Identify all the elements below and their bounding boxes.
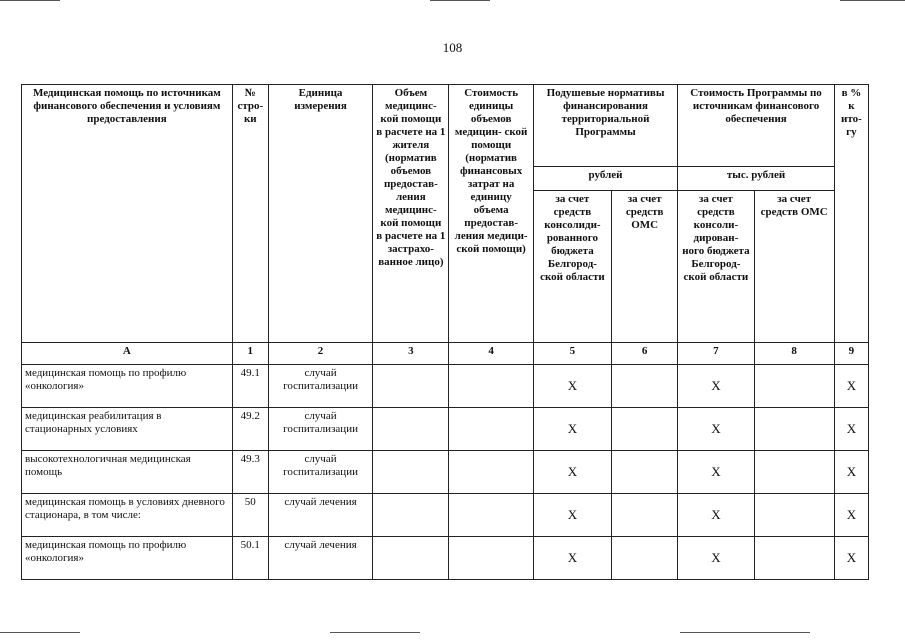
row-per-capita-oms-cell [612, 451, 678, 494]
top-edge-mark-center [430, 0, 490, 1]
row-per-capita-budget-cell: Х [533, 408, 611, 451]
row-per-capita-oms-cell [612, 365, 678, 408]
row-cost-budget-cell: Х [678, 494, 754, 537]
row-cost-oms-cell [754, 408, 834, 451]
row-name: высокотехнологичная медицинская помощь [22, 451, 233, 494]
row-percent-cell: Х [834, 537, 868, 580]
table-row [22, 494, 869, 537]
row-unit-cost-cell [449, 494, 533, 537]
row-cost-budget-cell: Х [678, 408, 754, 451]
table-row [22, 365, 869, 408]
row-name: медицинская помощь по профилю «онкология» [22, 365, 233, 408]
row-per-capita-budget-cell: Х [533, 494, 611, 537]
row-percent-cell: Х [834, 365, 868, 408]
row-name: медицинская помощь по профилю «онкология» [22, 537, 233, 580]
column-number-row [22, 343, 869, 365]
row-cost-budget-cell: Х [678, 365, 754, 408]
column-number: 9 [834, 343, 868, 365]
header-col-4: Стоимость единицы объемов медицин- ской помощи (норматив финансовых затрат на единицу объема предостав- ления медици- ской помощи) [449, 85, 533, 343]
table-row [22, 537, 869, 580]
header-col-a: Медицинская помощь по источникам финансового обеспечения и условиям предоставления [22, 85, 233, 343]
row-per-capita-budget-cell: Х [533, 451, 611, 494]
row-cost-budget-cell: Х [678, 451, 754, 494]
row-cost-budget-cell: Х [678, 537, 754, 580]
column-number: 3 [373, 343, 449, 365]
row-name: медицинская реабилитация в стационарных условиях [22, 408, 233, 451]
header-unit-rub: рублей [533, 167, 677, 191]
row-unit: случай лечения [268, 494, 372, 537]
row-cost-oms-cell [754, 451, 834, 494]
row-per-capita-budget-cell: Х [533, 537, 611, 580]
row-name: медицинская помощь в условиях дневного стационара, в том числе: [22, 494, 233, 537]
column-number: 7 [678, 343, 754, 365]
column-number: 2 [268, 343, 372, 365]
row-number: 49.2 [232, 408, 268, 451]
row-unit: случай госпитализации [268, 365, 372, 408]
header-col-3: Объем медицинс- кой помощи в расчете на 1 жителя (норматив объемов предостав- ления медицинс- кой помощи в расчете на 1 застрахо- ванное лицо) [373, 85, 449, 343]
row-percent-cell: Х [834, 451, 868, 494]
header-col-5: за счет средств консолиди- рованного бюджета Белгород- ской области [533, 191, 611, 343]
header-col-7: за счет средств консоли- дирован- ного бюджета Белгород- ской области [678, 191, 754, 343]
column-number: 1 [232, 343, 268, 365]
column-number: 5 [533, 343, 611, 365]
row-volume-cell [373, 408, 449, 451]
page-number: 108 [442, 40, 463, 55]
row-unit-cost-cell [449, 408, 533, 451]
row-number: 49.1 [232, 365, 268, 408]
row-percent-cell: Х [834, 494, 868, 537]
row-volume-cell [373, 451, 449, 494]
row-number: 50.1 [232, 537, 268, 580]
row-number: 50 [232, 494, 268, 537]
row-cost-oms-cell [754, 494, 834, 537]
row-volume-cell [373, 494, 449, 537]
header-unit-thousand-rub: тыс. рублей [678, 167, 835, 191]
top-edge-mark-right [840, 0, 905, 1]
row-unit-cost-cell [449, 365, 533, 408]
column-number: 4 [449, 343, 533, 365]
row-cost-oms-cell [754, 537, 834, 580]
row-unit-cost-cell [449, 537, 533, 580]
table-row [22, 451, 869, 494]
header-col-2: Единица измерения [268, 85, 372, 343]
bottom-edge-mark-left [0, 632, 80, 633]
header-col-6: за счет средств ОМС [612, 191, 678, 343]
column-number: А [22, 343, 233, 365]
row-unit: случай госпитализации [268, 451, 372, 494]
header-col-8: за счет средств ОМС [754, 191, 834, 343]
row-per-capita-budget-cell: Х [533, 365, 611, 408]
header-col-1: № стро- ки [232, 85, 268, 343]
row-percent-cell: Х [834, 408, 868, 451]
table-row [22, 408, 869, 451]
row-volume-cell [373, 365, 449, 408]
top-edge-mark-left [0, 0, 60, 1]
row-unit-cost-cell [449, 451, 533, 494]
bottom-edge-mark-right [680, 632, 810, 633]
header-col-9: в % к ито- гу [834, 85, 868, 343]
row-unit: случай лечения [268, 537, 372, 580]
column-number: 8 [754, 343, 834, 365]
row-number: 49.3 [232, 451, 268, 494]
row-unit: случай госпитализации [268, 408, 372, 451]
bottom-edge-mark-center [330, 632, 420, 633]
row-per-capita-oms-cell [612, 494, 678, 537]
row-volume-cell [373, 537, 449, 580]
row-per-capita-oms-cell [612, 408, 678, 451]
header-group-per-capita: Подушевые нормативы финансирования территориальной Программы [533, 85, 677, 167]
column-number: 6 [612, 343, 678, 365]
header-group-cost: Стоимость Программы по источникам финансового обеспечения [678, 85, 835, 167]
financing-table [21, 84, 869, 580]
row-per-capita-oms-cell [612, 537, 678, 580]
row-cost-oms-cell [754, 365, 834, 408]
